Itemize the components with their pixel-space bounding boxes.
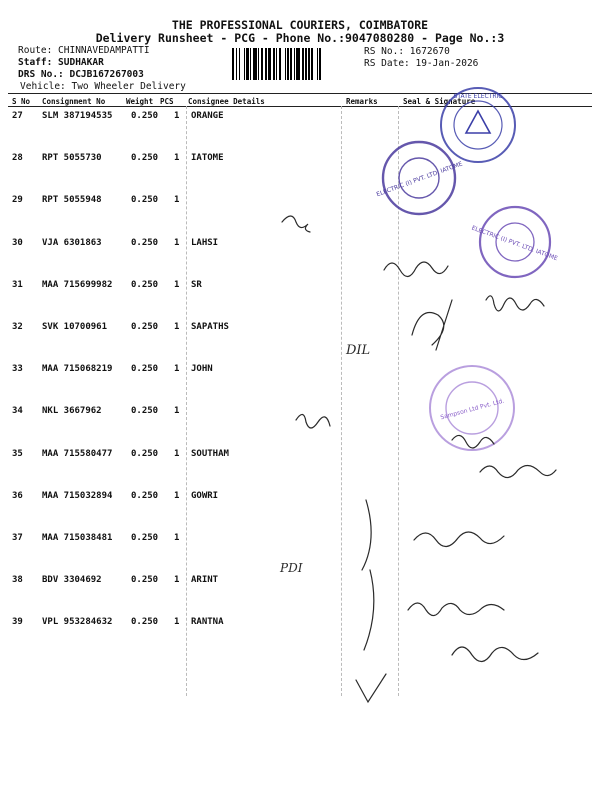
row-sno: 34 — [12, 406, 23, 417]
row-sno: 39 — [12, 617, 23, 628]
row-pcs: 1 — [174, 448, 180, 459]
col-header-seal: Seal & Signature — [403, 97, 476, 106]
row-consignment-no: RPT 5055948 — [42, 195, 102, 206]
handwritten-signature — [452, 647, 538, 662]
col-header-consignee: Consignee Details — [188, 97, 265, 106]
row-consignee: SOUTHAM — [191, 448, 229, 459]
row-pcs: 1 — [174, 153, 180, 164]
company-title: THE PROFESSIONAL COURIERS, COIMBATORE — [171, 18, 429, 32]
row-consignment-no: MAA 715580477 — [42, 448, 113, 459]
row-consignment-no: MAA 715038481 — [42, 533, 113, 543]
rs-number: RS No.: 1672670 — [364, 46, 450, 57]
handwritten-signature — [282, 216, 310, 232]
row-pcs: 1 — [174, 617, 180, 628]
row-weight: 0.250 — [131, 448, 159, 459]
row-consignment-no: MAA 715068219 — [42, 364, 113, 375]
row-sno: 35 — [12, 448, 23, 459]
row-sno: 37 — [12, 533, 23, 543]
row-sno: 36 — [12, 490, 23, 501]
row-consignment-no: VJA 6301863 — [42, 237, 102, 248]
handwritten-signature — [356, 674, 386, 702]
row-consignee: LAHSI — [191, 237, 219, 248]
handwritten-signature — [412, 300, 452, 350]
stamp-text: STATE ELECTRIC — [453, 93, 503, 100]
row-consignment-no: MAA 715699982 — [42, 279, 113, 290]
seal-stamp — [430, 366, 514, 450]
handwritten-signature — [408, 603, 504, 616]
row-consignee: ARINT — [191, 575, 219, 586]
route-label: Route: CHINNAVEDAMPATTI — [18, 45, 150, 56]
row-sno: 27 — [12, 111, 23, 121]
row-consignee: RANTNA — [191, 617, 224, 628]
stamp-text: ELECTRIC (I) PVT. LTD. IATOME — [375, 160, 464, 199]
row-consignee: JOHN — [191, 364, 213, 375]
row-consignee: ORANGE — [191, 111, 224, 121]
row-weight: 0.250 — [131, 322, 159, 332]
handwritten-signature — [384, 262, 448, 277]
col-header-pcs: PCS — [160, 97, 174, 106]
row-sno: 28 — [12, 153, 23, 164]
col-header-sno: S No — [12, 97, 31, 106]
row-consignment-no: NKL 3667962 — [42, 406, 102, 417]
row-consignee: SAPATHS — [191, 322, 229, 332]
vehicle-label: Vehicle: Two Wheeler Delivery — [20, 81, 186, 92]
seal-stamp — [376, 142, 464, 214]
handwritten-remark: DIL — [346, 343, 371, 358]
stamp-text: Sampson Ltd Pvt. Ltd. — [439, 397, 506, 422]
drs-label: DRS No.: DCJB167267003 — [18, 69, 144, 80]
row-weight: 0.250 — [131, 533, 159, 543]
row-pcs: 1 — [174, 111, 180, 121]
staff-label: Staff: SUDHAKAR — [18, 57, 104, 68]
row-weight: 0.250 — [131, 406, 159, 417]
row-weight: 0.250 — [131, 279, 159, 290]
row-weight: 0.250 — [131, 364, 159, 375]
row-weight: 0.250 — [131, 617, 159, 628]
row-pcs: 1 — [174, 322, 180, 332]
row-weight: 0.250 — [131, 153, 159, 164]
handwritten-signature — [414, 532, 504, 547]
row-consignment-no: VPL 953284632 — [42, 617, 113, 628]
handwritten-signature — [480, 465, 556, 477]
row-weight: 0.250 — [131, 111, 159, 121]
runsheet-subtitle: Delivery Runsheet - PCG - Phone No.:9047080280 - Page No.:3 — [95, 31, 505, 45]
handwritten-remark: PDI — [280, 561, 303, 575]
row-consignment-no: SVK 10700961 — [42, 322, 108, 332]
row-consignee: GOWRI — [191, 490, 219, 501]
rs-date: RS Date: 19-Jan-2026 — [364, 58, 479, 69]
handwritten-signature — [296, 414, 330, 428]
row-consignment-no: MAA 715032894 — [42, 490, 113, 501]
row-pcs: 1 — [174, 195, 180, 206]
col-header-consignment: Consignment No — [42, 97, 106, 106]
stamp-text: ELECTRIC (I) PVT. LTD. IATOME — [470, 224, 559, 263]
row-pcs: 1 — [174, 237, 180, 248]
row-weight: 0.250 — [131, 575, 159, 586]
row-pcs: 1 — [174, 279, 180, 290]
col-header-remarks: Remarks — [346, 97, 378, 106]
row-consignment-no: SLM 387194535 — [42, 111, 113, 121]
seal-stamp — [441, 88, 515, 162]
row-sno: 33 — [12, 364, 23, 375]
handwritten-signature — [362, 500, 374, 650]
row-sno: 30 — [12, 237, 23, 248]
handwritten-signature — [486, 296, 544, 311]
row-pcs: 1 — [174, 364, 180, 375]
row-sno: 32 — [12, 322, 23, 332]
row-consignee: IATOME — [191, 153, 224, 164]
row-weight: 0.250 — [131, 490, 159, 501]
row-consignee: SR — [191, 279, 202, 290]
row-pcs: 1 — [174, 575, 180, 586]
col-header-weight: Weight — [126, 97, 154, 106]
row-pcs: 1 — [174, 533, 180, 543]
row-sno: 29 — [12, 195, 23, 206]
row-sno: 31 — [12, 279, 23, 290]
seal-stamp — [471, 207, 559, 277]
row-pcs: 1 — [174, 490, 180, 501]
row-sno: 38 — [12, 575, 23, 586]
row-pcs: 1 — [174, 406, 180, 417]
row-consignment-no: BDV 3304692 — [42, 575, 102, 586]
row-consignment-no: RPT 5055730 — [42, 153, 102, 164]
row-weight: 0.250 — [131, 237, 159, 248]
row-weight: 0.250 — [131, 195, 159, 206]
